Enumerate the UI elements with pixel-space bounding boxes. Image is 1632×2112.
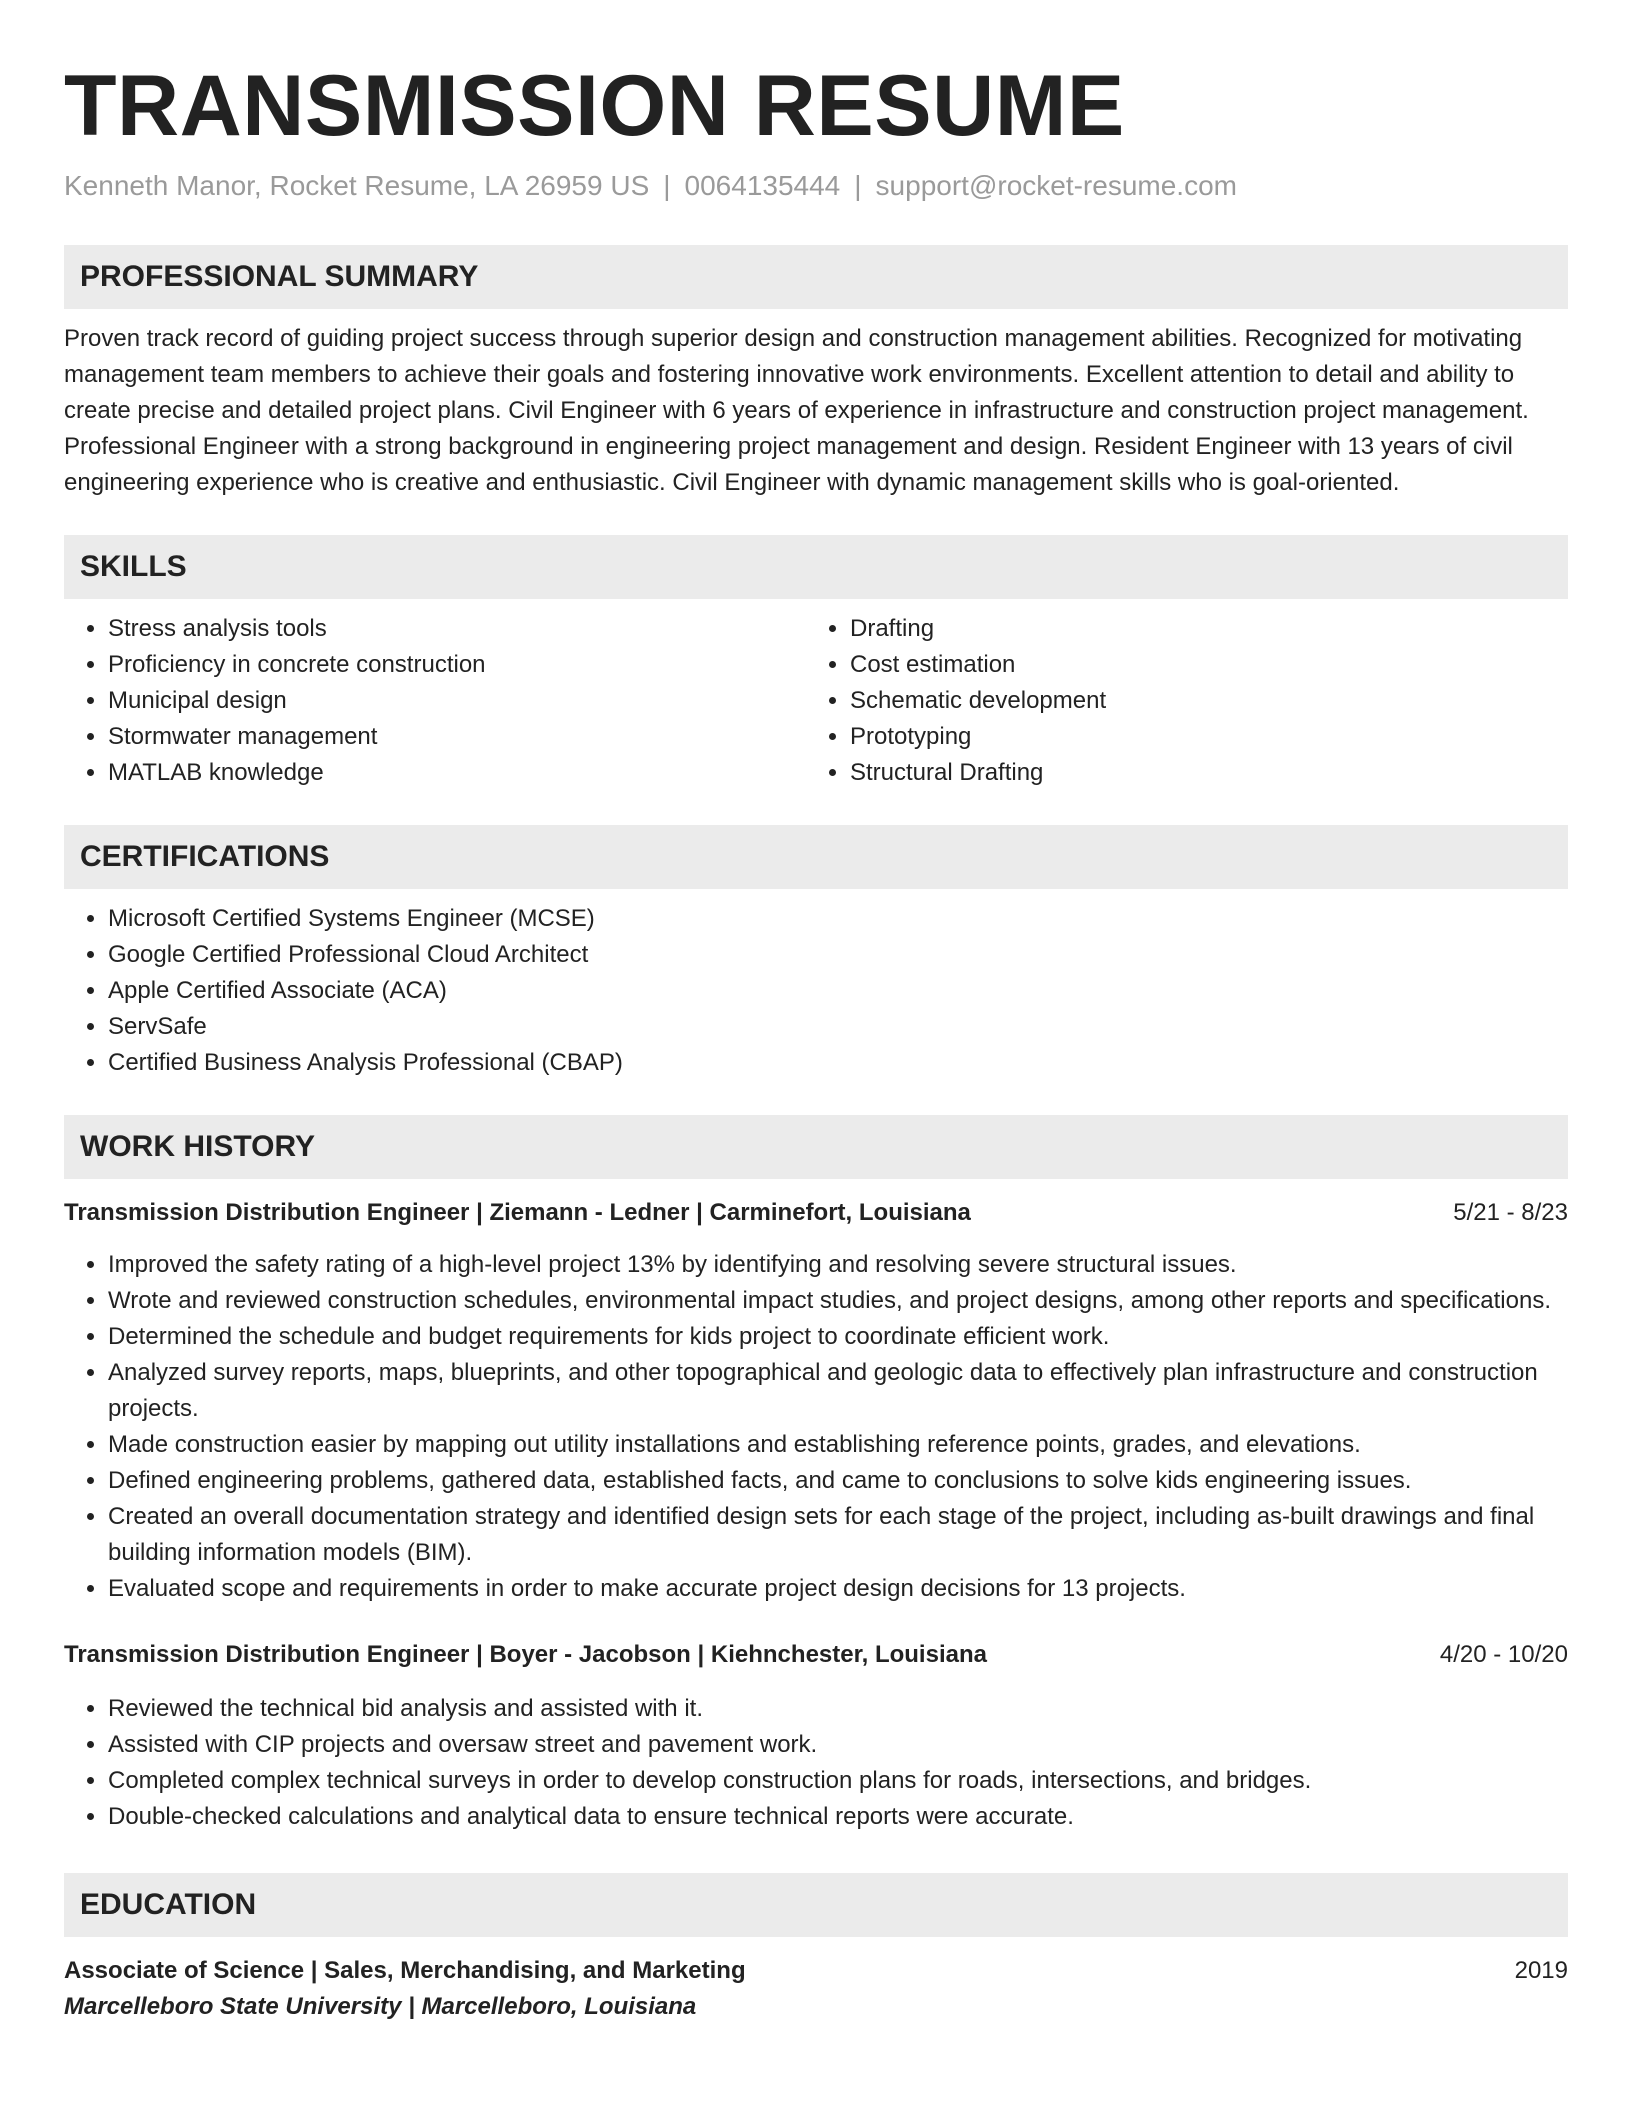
- section-heading-summary: PROFESSIONAL SUMMARY: [64, 245, 1568, 309]
- certifications-list: [64, 901, 1568, 1081]
- job-bullet: • Completed complex technical surveys in order to develop construction plans for roads, intersections, and bridges.: [108, 1763, 1568, 1799]
- job-bullet: • Made construction easier by mapping out utility installations and establishing reference points, grades, and elevations.: [108, 1427, 1568, 1463]
- skill-item: • Cost estimation: [850, 647, 1548, 683]
- section-heading-certifications: CERTIFICATIONS: [64, 825, 1568, 889]
- contact-email: support@rocket-resume.com: [875, 170, 1237, 201]
- education-school: Marcelleboro State University | Marcelleboro, Louisiana: [64, 1993, 697, 2020]
- skills-list: [64, 611, 1568, 791]
- resume-title: TRANSMISSION RESUME: [64, 58, 1125, 154]
- skill-item: • Prototyping: [850, 719, 1548, 755]
- job-bullet: • Assisted with CIP projects and oversaw street and pavement work.: [108, 1727, 1568, 1763]
- job-bullet: • Wrote and reviewed construction schedules, environmental impact studies, and project designs, among other reports and specifications.: [108, 1283, 1568, 1319]
- job-bullet: • Evaluated scope and requirements in order to make accurate project design decisions for 13 projects.: [108, 1571, 1568, 1607]
- contact-address: Kenneth Manor, Rocket Resume, LA 26959 US: [64, 170, 650, 201]
- contact-line: [64, 166, 1568, 206]
- job-bullets: [64, 1691, 1568, 1835]
- certification-item: • Google Certified Professional Cloud Architect: [108, 937, 1568, 973]
- job-dates: 5/21 - 8/23: [1453, 1199, 1568, 1226]
- skill-item: • Municipal design: [108, 683, 806, 719]
- job-dates: 4/20 - 10/20: [1439, 1641, 1568, 1668]
- contact-phone: 0064135444: [684, 170, 841, 201]
- certification-item: • Microsoft Certified Systems Engineer (MCSE): [108, 901, 1568, 937]
- job-bullet: • Reviewed the technical bid analysis and assisted with it.: [108, 1691, 1568, 1727]
- job-bullet: • Determined the schedule and budget requirements for kids project to coordinate efficient work.: [108, 1319, 1568, 1355]
- contact-separator: |: [854, 170, 862, 201]
- skill-item: • Drafting: [850, 611, 1548, 647]
- job-bullet: • Defined engineering problems, gathered data, established facts, and came to conclusions to solve kids engineering issues.: [108, 1463, 1568, 1499]
- skill-item: • Proficiency in concrete construction: [108, 647, 806, 683]
- skill-item: • Schematic development: [850, 683, 1548, 719]
- education-entry: [64, 1953, 1568, 2025]
- job-bullets: [64, 1247, 1568, 1607]
- job-bullet: • Analyzed survey reports, maps, blueprints, and other topographical and geologic data to effectively plan infrastructure and construction projects.: [108, 1355, 1568, 1427]
- skill-item: • Stormwater management: [108, 719, 806, 755]
- certification-item: • ServSafe: [108, 1009, 1568, 1045]
- skill-item: • MATLAB knowledge: [108, 755, 806, 791]
- job-bullet: • Double-checked calculations and analytical data to ensure technical reports were accurate.: [108, 1799, 1568, 1835]
- job-title: Transmission Distribution Engineer | Boyer - Jacobson | Kiehnchester, Louisiana: [64, 1641, 987, 1668]
- education-degree: Associate of Science | Sales, Merchandising, and Marketing: [64, 1957, 746, 1984]
- certification-item: • Certified Business Analysis Professional (CBAP): [108, 1045, 1568, 1081]
- skills-column-left: [64, 611, 806, 791]
- resume-page: [64, 0, 1568, 2025]
- skill-item: • Structural Drafting: [850, 755, 1548, 791]
- job-bullet: • Created an overall documentation strategy and identified design sets for each stage of the project, including as-built drawings and final building information models (BIM).: [108, 1499, 1568, 1571]
- job-title: Transmission Distribution Engineer | Ziemann - Ledner | Carminefort, Louisiana: [64, 1199, 971, 1226]
- job-entry: [64, 1637, 1568, 1835]
- section-heading-skills: SKILLS: [64, 535, 1568, 599]
- job-header: [64, 1195, 1568, 1231]
- education-header: [64, 1953, 1568, 1989]
- certification-item: • Apple Certified Associate (ACA): [108, 973, 1568, 1009]
- job-header: [64, 1637, 1568, 1673]
- skills-column-right: [806, 611, 1548, 791]
- job-entry: [64, 1195, 1568, 1607]
- job-bullet: • Improved the safety rating of a high-level project 13% by identifying and resolving severe structural issues.: [108, 1247, 1568, 1283]
- section-heading-work-history: WORK HISTORY: [64, 1115, 1568, 1179]
- section-heading-education: EDUCATION: [64, 1873, 1568, 1937]
- summary-text: Proven track record of guiding project success through superior design and construction management abilities. Recognized for motivating management team members to achieve their goals and fostering innovative work environments. Excellent attention to detail and ability to create precise and detailed project plans. Civil Engineer with 6 years of experience in infrastructure and construction project management. Professional Engineer with a strong background in engineering project management and design. Resident Engineer with 13 years of civil engineering experience who is creative and enthusiastic. Civil Engineer with dynamic management skills who is goal-oriented.: [64, 325, 1529, 496]
- skill-item: • Stress analysis tools: [108, 611, 806, 647]
- contact-separator: |: [663, 170, 671, 201]
- education-year: 2019: [1514, 1957, 1568, 1984]
